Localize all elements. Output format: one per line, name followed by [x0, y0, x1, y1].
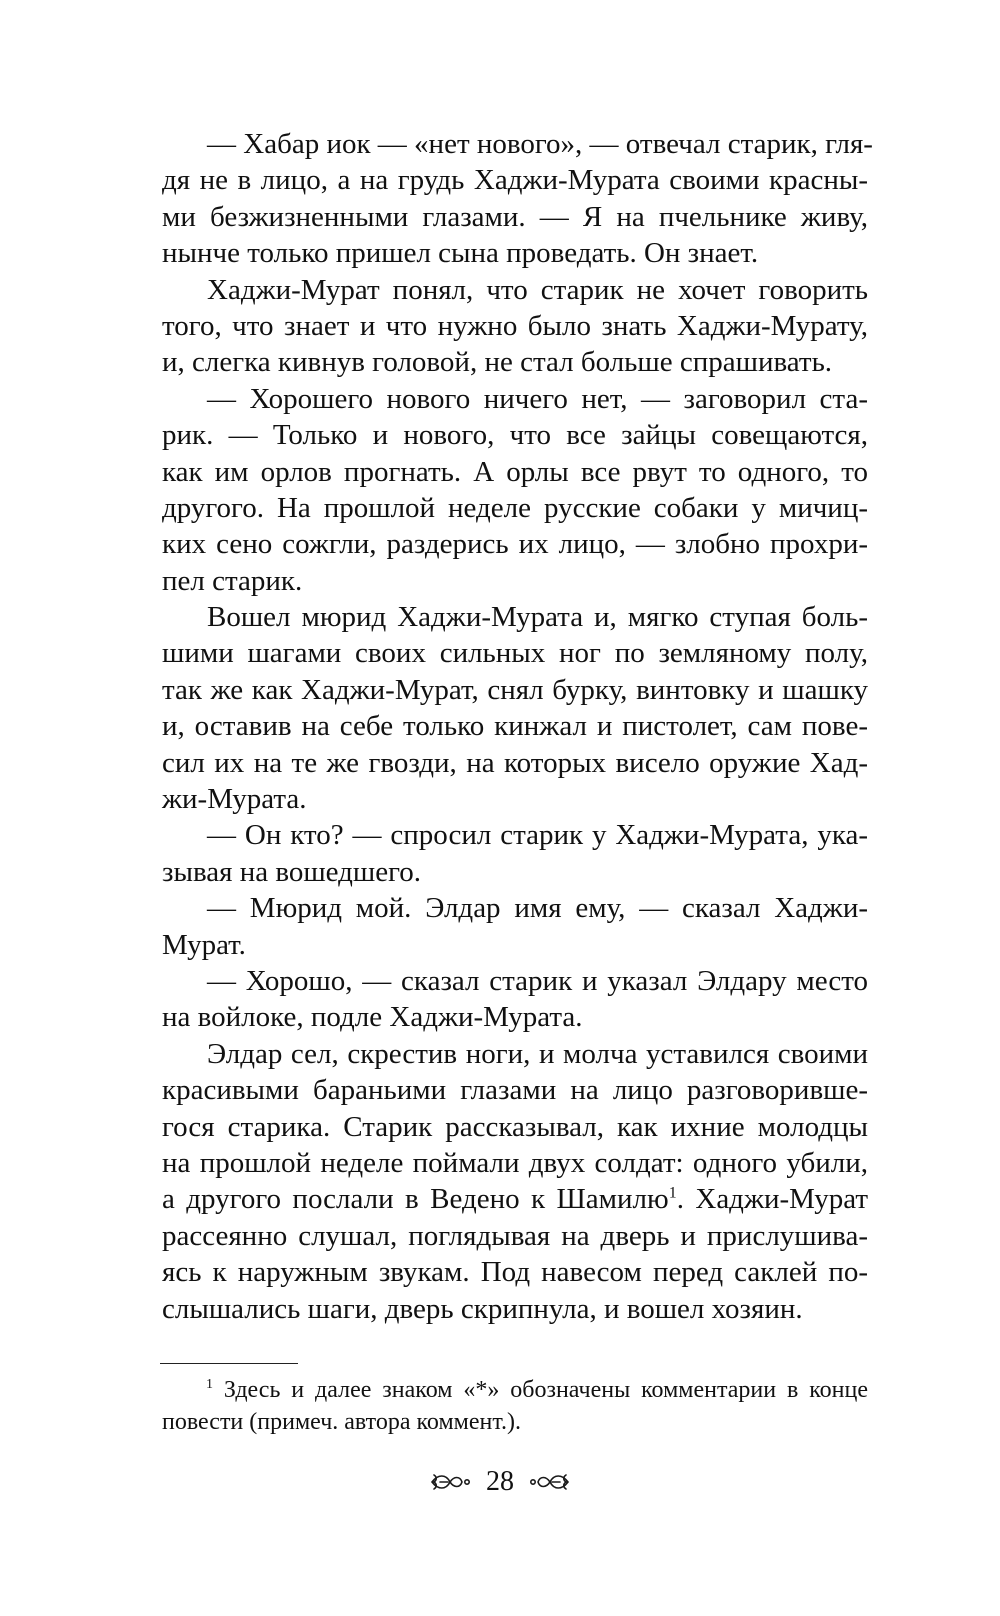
text-line: как им орлов прогнать. А орлы все рвут то одного, то [162, 455, 868, 488]
text-line: гося старика. Старик рассказывал, как ихние молодцы [162, 1110, 868, 1143]
footnote-marker: 1 [206, 1377, 213, 1392]
text-line: и, оставив на себе только кинжал и пистолет, сам пове- [162, 710, 868, 743]
text-line: ких сено сожгли, раздерись их лицо, — злобно прохри- [162, 528, 868, 561]
footnote-text-1: Здесь и далее знаком «*» обозначены комментарии в конце [213, 1377, 868, 1403]
main-text [162, 126, 873, 1327]
footnote-line-2: повести (примеч. автора коммент.). [162, 1409, 522, 1435]
page-footer [0, 1460, 1000, 1504]
text-line: сил их на те же гвозди, на которых висело оружие Хад- [162, 746, 868, 779]
text-line: шими шагами своих сильных ног по земляному полу, [162, 637, 868, 670]
text-line: — Мюрид мой. Элдар имя ему, — сказал Хаджи- [207, 892, 868, 925]
text-segment: а другого послали в Ведено к Шамилю [162, 1183, 669, 1216]
text-line: — Он кто? — спросил старик у Хаджи-Мурата, ука- [207, 819, 868, 852]
text-line: жи-Мурата. [162, 783, 307, 816]
text-line: рассеянно слушал, поглядывая на дверь и прислушива- [162, 1219, 868, 1252]
text-line: ясь к наружным звукам. Под навесом перед саклей по- [162, 1256, 868, 1289]
text-line: на войлоке, подле Хаджи-Мурата. [162, 1001, 583, 1034]
text-line: другого. На прошлой неделе русские собаки у мичиц- [162, 491, 868, 524]
text-line: слышались шаги, дверь скрипнула, и вошел хозяин. [162, 1292, 803, 1325]
text-segment: . Хаджи-Мурат [676, 1183, 869, 1216]
text-line: — Хабар иок — «нет нового», — отвечал старик, гля- [207, 128, 873, 160]
floral-ornament-left-icon [428, 1471, 472, 1493]
footnote-divider [160, 1363, 298, 1364]
footnote-line-1 [162, 1374, 868, 1406]
page-number: 28 [486, 1466, 514, 1497]
text-line: пел старик. [162, 564, 303, 597]
text-line: дя не в лицо, а на грудь Хаджи-Мурата своими красны- [162, 164, 868, 197]
text-line: Элдар сел, скрестив ноги, и молча уставился своими [207, 1037, 868, 1070]
text-line: рик. — Только и нового, что все зайцы совещаются, [162, 419, 868, 452]
text-line: — Хорошо, — сказал старик и указал Элдару место [207, 964, 868, 997]
text-line: Мурат. [162, 928, 246, 961]
text-line: нынче только пришел сына проведать. Он знает. [162, 237, 759, 270]
text-line: зывая на вошедшего. [162, 855, 422, 888]
text-line: на прошлой неделе поймали двух солдат: одного убили, [162, 1146, 868, 1179]
text-line: красивыми бараньими глазами на лицо разговоривше- [162, 1074, 868, 1107]
text-line: того, что знает и что нужно было знать Хаджи-Мурату, [162, 309, 868, 342]
text-line [162, 1181, 868, 1217]
text-line: ми безжизненными глазами. — Я на пчельнике живу, [162, 200, 868, 233]
text-line: так же как Хаджи-Мурат, снял бурку, винтовку и шашку [162, 673, 868, 706]
text-line: Хаджи-Мурат понял, что старик не хочет говорить [207, 273, 868, 306]
footnote-reference: 1 [668, 1184, 677, 1202]
text-line: — Хорошего нового ничего нет, — заговорил ста- [207, 382, 868, 415]
text-line: Вошел мюрид Хаджи-Мурата и, мягко ступая боль- [207, 601, 868, 634]
footnote [162, 1374, 868, 1438]
floral-ornament-right-icon [528, 1471, 572, 1493]
text-line: и, слегка кивнув головой, не стал больше спрашивать. [162, 346, 833, 379]
